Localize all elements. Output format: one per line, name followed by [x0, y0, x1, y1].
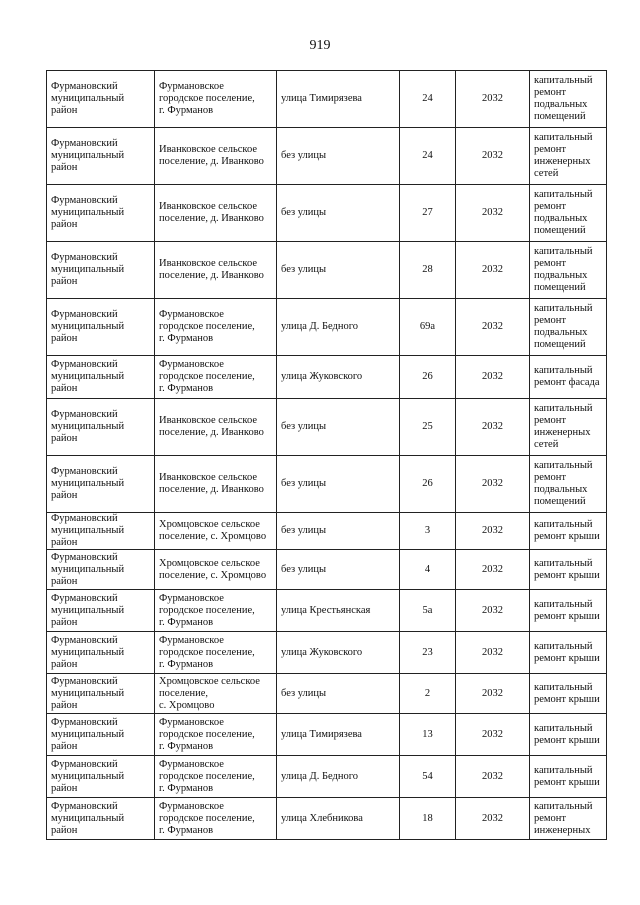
cell-settlement	[155, 456, 277, 513]
year-text: 2032	[482, 687, 503, 699]
district-text: Фурмановский муниципальный район	[51, 716, 125, 752]
settlement-text: Фурмановское городское поселение, г. Фурманов	[159, 81, 255, 116]
settlement-text: Фурмановское городское поселение, г. Фурманов	[159, 359, 255, 394]
cell-district	[47, 71, 155, 128]
table-row	[47, 356, 607, 399]
cell-settlement	[155, 299, 277, 356]
cell-work	[530, 71, 607, 128]
house-text: 27	[422, 207, 433, 218]
work-text: капитальный ремонт крыши	[534, 764, 600, 788]
house-text: 2	[424, 687, 431, 699]
work-text: капитальный ремонт крыши	[534, 640, 600, 664]
cell-district	[47, 632, 155, 674]
cell-district	[47, 674, 155, 714]
table-row	[47, 399, 607, 456]
cell-work	[530, 399, 607, 456]
district-text: Фурмановский муниципальный район	[51, 409, 125, 444]
house-text: 3	[424, 525, 431, 536]
street-text: улица Тимирязева	[281, 93, 362, 104]
street-text: улица Д. Бедного	[281, 770, 359, 782]
cell-year	[456, 242, 530, 299]
year-text: 2032	[482, 563, 503, 575]
cell-street	[277, 185, 400, 242]
street-text: улица Д. Бедного	[281, 321, 359, 332]
cell-district	[47, 714, 155, 756]
cell-settlement	[155, 674, 277, 714]
cell-settlement	[155, 550, 277, 590]
cell-district	[47, 128, 155, 185]
street-text: без улицы	[281, 525, 327, 536]
cell-work	[530, 756, 607, 798]
house-text: 69а	[419, 321, 436, 332]
table-row	[47, 590, 607, 632]
cell-work	[530, 632, 607, 674]
district-text: Фурмановский муниципальный район	[51, 195, 125, 230]
table-row	[47, 185, 607, 242]
cell-work	[530, 550, 607, 590]
cell-street	[277, 674, 400, 714]
cell-district	[47, 756, 155, 798]
cell-year	[456, 590, 530, 632]
cell-settlement	[155, 128, 277, 185]
table-row	[47, 550, 607, 590]
cell-settlement	[155, 756, 277, 798]
cell-street	[277, 399, 400, 456]
cell-district	[47, 242, 155, 299]
cell-work	[530, 242, 607, 299]
district-text: Фурмановский муниципальный район	[51, 513, 125, 548]
cell-settlement	[155, 356, 277, 399]
street-text: без улицы	[281, 478, 327, 489]
cell-year	[456, 714, 530, 756]
district-text: Фурмановский муниципальный район	[51, 466, 125, 501]
cell-year	[456, 798, 530, 840]
district-text: Фурмановский муниципальный район	[51, 252, 125, 287]
cell-district	[47, 798, 155, 840]
cell-work	[530, 714, 607, 756]
cell-settlement	[155, 399, 277, 456]
cell-work	[530, 185, 607, 242]
settlement-text: Хромцовское сельское поселение, с. Хромцово	[159, 519, 267, 542]
work-text: капитальный ремонт инженерных сетей	[534, 132, 593, 179]
house-text: 5а	[422, 604, 433, 616]
house-text: 23	[422, 646, 433, 658]
cell-year	[456, 550, 530, 590]
work-text: капитальный ремонт инженерных сетей	[534, 403, 593, 450]
year-text: 2032	[482, 207, 503, 218]
settlement-text: Иванковское сельское поселение, д. Иванково	[159, 258, 264, 281]
cell-street	[277, 356, 400, 399]
cell-work	[530, 674, 607, 714]
table-row	[47, 798, 607, 840]
cell-house	[400, 674, 456, 714]
work-text: капитальный ремонт подвальных помещений	[534, 189, 593, 236]
cell-house	[400, 456, 456, 513]
cell-year	[456, 632, 530, 674]
table-row	[47, 128, 607, 185]
cell-district	[47, 399, 155, 456]
cell-house	[400, 128, 456, 185]
street-text: улица Хлебникова	[281, 812, 363, 824]
work-text: капитальный ремонт крыши	[534, 722, 600, 746]
cell-street	[277, 128, 400, 185]
street-text: без улицы	[281, 207, 327, 218]
work-text: капитальный ремонт подвальных помещений	[534, 303, 593, 350]
cell-district	[47, 513, 155, 550]
cell-street	[277, 299, 400, 356]
table-row	[47, 632, 607, 674]
district-text: Фурмановский муниципальный район	[51, 758, 125, 794]
cell-street	[277, 513, 400, 550]
cell-year	[456, 756, 530, 798]
cell-street	[277, 590, 400, 632]
cell-settlement	[155, 71, 277, 128]
street-text: без улицы	[281, 687, 327, 699]
cell-district	[47, 456, 155, 513]
cell-work	[530, 356, 607, 399]
cell-street	[277, 714, 400, 756]
cell-year	[456, 185, 530, 242]
work-text: капитальный ремонт инженерных	[534, 800, 593, 836]
cell-house	[400, 299, 456, 356]
cell-street	[277, 550, 400, 590]
year-text: 2032	[482, 264, 503, 275]
cell-work	[530, 590, 607, 632]
cell-district	[47, 550, 155, 590]
cell-work	[530, 798, 607, 840]
street-text: без улицы	[281, 264, 327, 275]
table-row	[47, 71, 607, 128]
district-text: Фурмановский муниципальный район	[51, 359, 125, 394]
house-text: 24	[422, 93, 433, 104]
cell-house	[400, 590, 456, 632]
cell-street	[277, 242, 400, 299]
settlement-text: Хромцовское сельское поселение, с. Хромцово	[159, 557, 267, 581]
year-text: 2032	[482, 604, 503, 616]
district-text: Фурмановский муниципальный район	[51, 551, 125, 587]
cell-house	[400, 185, 456, 242]
table-row	[47, 456, 607, 513]
cell-year	[456, 299, 530, 356]
table-row	[47, 513, 607, 550]
settlement-text: Иванковское сельское поселение, д. Иванково	[159, 201, 264, 224]
settlement-text: Фурмановское городское поселение, г. Фурманов	[159, 634, 255, 670]
house-text: 18	[422, 812, 433, 824]
district-text: Фурмановский муниципальный район	[51, 592, 125, 628]
cell-street	[277, 456, 400, 513]
year-text: 2032	[482, 371, 503, 382]
settlement-text: Иванковское сельское поселение, д. Иванково	[159, 472, 264, 495]
year-text: 2032	[482, 150, 503, 161]
work-text: капитальный ремонт подвальных помещений	[534, 460, 593, 507]
cell-house	[400, 513, 456, 550]
cell-settlement	[155, 242, 277, 299]
cell-settlement	[155, 632, 277, 674]
cell-house	[400, 798, 456, 840]
house-text: 28	[422, 264, 433, 275]
settlement-text: Фурмановское городское поселение, г. Фурманов	[159, 309, 255, 344]
cell-street	[277, 756, 400, 798]
cell-house	[400, 242, 456, 299]
cell-work	[530, 128, 607, 185]
settlement-text: Фурмановское городское поселение, г. Фурманов	[159, 758, 255, 794]
cell-house	[400, 71, 456, 128]
district-text: Фурмановский муниципальный район	[51, 138, 125, 173]
cell-year	[456, 513, 530, 550]
work-text: капитальный ремонт крыши	[534, 598, 600, 622]
street-text: улица Крестьянская	[281, 604, 371, 616]
cell-street	[277, 632, 400, 674]
house-text: 25	[422, 421, 433, 432]
cell-year	[456, 456, 530, 513]
work-text: капитальный ремонт фасада	[534, 365, 600, 388]
year-text: 2032	[482, 93, 503, 104]
street-text: улица Тимирязева	[281, 728, 362, 740]
cell-district	[47, 356, 155, 399]
year-text: 2032	[482, 728, 503, 740]
cell-settlement	[155, 714, 277, 756]
settlement-text: Хромцовское сельское поселение, с. Хромцово	[159, 675, 260, 711]
year-text: 2032	[482, 770, 503, 782]
house-text: 24	[422, 150, 433, 161]
cell-district	[47, 299, 155, 356]
street-text: улица Жуковского	[281, 646, 363, 658]
settlement-text: Фурмановское городское поселение, г. Фурманов	[159, 592, 255, 628]
house-text: 4	[424, 563, 431, 575]
year-text: 2032	[482, 321, 503, 332]
work-text: капитальный ремонт крыши	[534, 681, 600, 705]
cell-settlement	[155, 185, 277, 242]
house-text: 54	[422, 770, 433, 782]
cell-street	[277, 798, 400, 840]
year-text: 2032	[482, 646, 503, 658]
house-text: 13	[422, 728, 433, 740]
year-text: 2032	[482, 478, 503, 489]
street-text: без улицы	[281, 563, 327, 575]
cell-year	[456, 71, 530, 128]
repair-schedule-table	[46, 70, 607, 840]
cell-work	[530, 456, 607, 513]
cell-district	[47, 590, 155, 632]
house-text: 26	[422, 478, 433, 489]
year-text: 2032	[482, 525, 503, 536]
cell-street	[277, 71, 400, 128]
cell-house	[400, 356, 456, 399]
work-text: капитальный ремонт крыши	[534, 519, 600, 542]
street-text: без улицы	[281, 150, 327, 161]
district-text: Фурмановский муниципальный район	[51, 800, 125, 836]
district-text: Фурмановский муниципальный район	[51, 81, 125, 116]
cell-work	[530, 513, 607, 550]
table-row	[47, 242, 607, 299]
district-text: Фурмановский муниципальный район	[51, 675, 125, 711]
settlement-text: Фурмановское городское поселение, г. Фурманов	[159, 716, 255, 752]
cell-year	[456, 399, 530, 456]
settlement-text: Иванковское сельское поселение, д. Иванково	[159, 415, 264, 438]
cell-year	[456, 128, 530, 185]
street-text: улица Жуковского	[281, 371, 363, 382]
year-text: 2032	[482, 812, 503, 824]
cell-settlement	[155, 513, 277, 550]
cell-house	[400, 399, 456, 456]
cell-house	[400, 756, 456, 798]
cell-house	[400, 632, 456, 674]
house-text: 26	[422, 371, 433, 382]
table-row	[47, 756, 607, 798]
district-text: Фурмановский муниципальный район	[51, 309, 125, 344]
table-row	[47, 714, 607, 756]
cell-year	[456, 674, 530, 714]
table-row	[47, 299, 607, 356]
cell-settlement	[155, 590, 277, 632]
cell-settlement	[155, 798, 277, 840]
table-row	[47, 674, 607, 714]
district-text: Фурмановский муниципальный район	[51, 634, 125, 670]
cell-house	[400, 714, 456, 756]
settlement-text: Иванковское сельское поселение, д. Иванково	[159, 144, 264, 167]
work-text: капитальный ремонт подвальных помещений	[534, 246, 593, 293]
cell-district	[47, 185, 155, 242]
cell-work	[530, 299, 607, 356]
cell-year	[456, 356, 530, 399]
page-number: 919	[309, 38, 331, 53]
settlement-text: Фурмановское городское поселение, г. Фурманов	[159, 800, 255, 836]
work-text: капитальный ремонт крыши	[534, 557, 600, 581]
year-text: 2032	[482, 421, 503, 432]
street-text: без улицы	[281, 421, 327, 432]
work-text: капитальный ремонт подвальных помещений	[534, 75, 593, 122]
cell-house	[400, 550, 456, 590]
